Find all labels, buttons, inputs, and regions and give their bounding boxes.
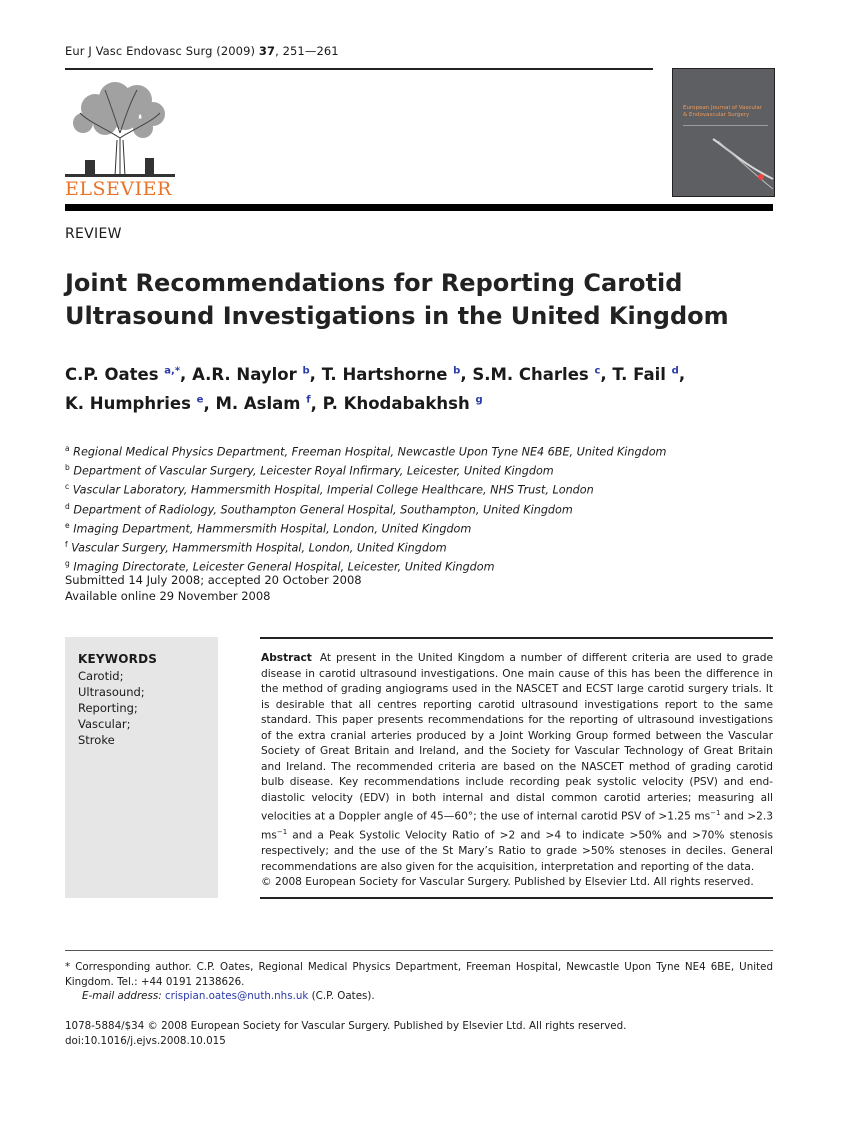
author[interactable]: M. Aslam $^f$ [215, 394, 311, 413]
affiliation: $^g$ Imaging Directorate, Leicester General Hospital, Leicester, United Kingdom [65, 559, 495, 575]
affiliation: $^d$ Department of Radiology, Southampton General Hospital, Southampton, United Kingdom [65, 501, 573, 517]
keywords-list [78, 668, 145, 748]
affiliation: $^a$ Regional Medical Physics Department, Freeman Hospital, Newcastle Upon Tyne NE4 6BE, United Kingdom [65, 444, 667, 459]
corresponding-author: * Corresponding author. C.P. Oates, Regional Medical Physics Department, Freeman Hospital, Newcastle Upon Tyne NE4 6BE, United Kingdom. Tel.: +44 0191 2138626. [65, 961, 773, 988]
affiliation: $^f$ Vascular Surgery, Hammersmith Hospital, London, United Kingdom [65, 540, 447, 555]
keyword: Vascular; [78, 717, 131, 731]
abstract: Abstract At present in the United Kingdom a number of different criteria are used to grade disease in carotid ultrasound investigations. One main cause of this has been the difference in the method of grading angiograms used in the NASCET and ECST large carotid surgery trials. It is desirable that all centres reporting carotid ultrasound investigations report to the same standard. This paper presents recommendations for the reporting of ultrasound investigations of the extra cranial arteries produced by a Joint Working Group formed between the Vascular Society of Great Britain and Ireland, and the Society for Vascular Technology of Great Britain and Ireland. The recommended criteria are based on the NASCET method of grading carotid bulb disease. Key recommendations include recording peak systolic velocity (PSV) and end-diastolic velocity (EDV) in both internal and distal common carotid arteries; measuring all velocities at a Doppler angle of 45—60°; the use of internal carotid PSV of >1.25 $ms^{-1}$ and >2.3 $ms^{-1}$ and a Peak Systolic Velocity Ratio of >2 and >4 to indicate >50% and >70% stenosis respectively; and the use of the St Mary’s Ratio to grade >50% stenoses in deciles. General recommendations are also given for the acquisition, interpretation and reporting of the data. © 2008 European Society for Vascular Surgery. Published by Elsevier Ltd. All rights reserved. [261, 651, 773, 891]
doi-line[interactable]: doi:10.1016/j.ejvs.2008.10.015 [65, 1034, 226, 1047]
keyword: Carotid; [78, 669, 124, 683]
keyword: Reporting; [78, 701, 138, 715]
affiliation: $^e$ Imaging Department, Hammersmith Hospital, London, United Kingdom [65, 520, 472, 536]
footnote-rule [65, 950, 773, 951]
author[interactable]: S.M. Charles $^c$ [472, 364, 601, 384]
affiliation-list [65, 441, 785, 576]
cover-artwork [673, 69, 774, 196]
article-title: Joint Recommendations for Reporting Carotid Ultrasound Investigations in the United Kingdom [65, 269, 729, 330]
abstract-copyright: © 2008 European Society for Vascular Surgery. Published by Elsevier Ltd. All rights reserved. [261, 876, 754, 889]
issn-doi [65, 1019, 626, 1048]
header-rule [65, 68, 653, 70]
journal-pages: , 251—261 [275, 44, 339, 58]
cover-title: European Journal of Vascular & Endovascular Surgery [683, 105, 763, 118]
journal-volume: 37 [258, 44, 276, 58]
keyword: Ultrasound; [78, 685, 145, 699]
issn-line: 1078-5884/$34 © 2008 European Society for Vascular Surgery. Published by Elsevier Ltd. All rights reserved. [65, 1020, 627, 1032]
journal-cover-image [672, 68, 775, 197]
keywords-heading: KEYWORDS [78, 652, 158, 666]
header-thick-rule [65, 204, 773, 211]
journal-reference [65, 44, 339, 58]
author-list: C.P. Oates $^{a,*}$, A.R. Naylor $^b$, T. Hartshorne $^b$, S.M. Charles $^c$, T. Fail $^d$, K. Humphries $^e$, M. Aslam $^f$, P. Khodabakhsh $^g$ [65, 364, 686, 413]
corresponding-author-footnote: * Corresponding author. C.P. Oates, Regional Medical Physics Department, Freeman Hospital, Newcastle Upon Tyne NE4 6BE, United Kingdom. Tel.: +44 0191 2138626. E-mail address: crispian.oates@nuth.nhs.uk (C.P. Oates). [65, 961, 773, 1002]
author[interactable]: C.P. Oates $^{a,*}$ [65, 364, 181, 384]
affiliation: $^c$ Vascular Laboratory, Hammersmith Hospital, Imperial College Healthcare, NHS Trust, London [65, 482, 594, 498]
affiliation: $^b$ Department of Vascular Surgery, Leicester Royal Infirmary, Leicester, United Kingdom [65, 463, 554, 478]
author[interactable]: A.R. Naylor $^b$ [192, 364, 310, 384]
abstract-label: Abstract [261, 652, 312, 664]
article-dates [65, 573, 362, 604]
journal-ref-prefix: Eur J Vasc Endovasc Surg (2009) [65, 44, 259, 58]
elsevier-wordmark: ELSEVIER [65, 178, 172, 200]
abstract-top-rule [260, 637, 773, 639]
keywords-box [65, 637, 218, 898]
author[interactable]: P. Khodabakhsh $^g$ [322, 394, 483, 413]
email-label: E-mail address: [82, 990, 162, 1002]
author[interactable]: K. Humphries $^e$ [65, 394, 204, 413]
submitted-date: Submitted 14 July 2008; accepted 20 October 2008 [65, 573, 362, 587]
author[interactable]: T. Fail $^d$ [612, 364, 679, 384]
keyword: Stroke [78, 733, 115, 747]
section-label: REVIEW [65, 226, 122, 242]
abstract-bottom-rule [260, 897, 773, 899]
online-date: Available online 29 November 2008 [65, 588, 271, 603]
email-link[interactable]: crispian.oates@nuth.nhs.uk [165, 990, 309, 1002]
author[interactable]: T. Hartshorne $^b$ [321, 364, 461, 384]
